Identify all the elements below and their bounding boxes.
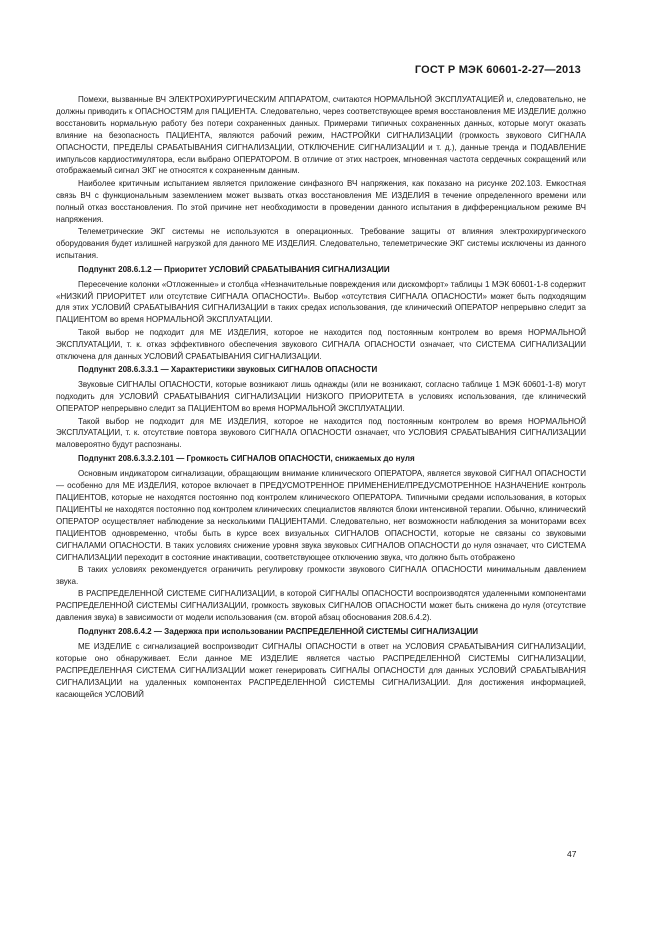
section-heading: Подпункт 208.6.1.2 — Приоритет УСЛОВИЙ СРАБАТЫВАНИЯ СИГНАЛИЗАЦИИ [78, 264, 390, 274]
paragraph: Такой выбор не подходит для МЕ ИЗДЕЛИЯ, которое не находится под постоянным контролем во время НОРМАЛЬНОЙ ЭКСПЛУАТАЦИИ, т. к. отсутствие повтора звукового СИГНАЛА ОПАСНОСТИ означает, что УСЛОВИЯ СРАБАТЫВАНИЯ СИГНАЛИЗАЦИИ маловероятно будут распознаны. [56, 416, 586, 450]
paragraph: Помехи, вызванные ВЧ ЭЛЕКТРОХИРУРГИЧЕСКИМ АППАРАТОМ, считаются НОРМАЛЬНОЙ ЭКСПЛУАТАЦИЕЙ и, следовательно, не должны приводить к ОПАСНОСТЯМ для ПАЦИЕНТА. Следовательно, через соответствующее время восстановления МЕ ИЗДЕЛИЕ должно восстановить нормальную работу без потери сохраненных данных. Примерами типичных сохраненных данных, которые могут оказать влияние на безопасность ПАЦИЕНТА, являются рабочий режим, НАСТРОЙКИ СИГНАЛИЗАЦИИ (громкость звукового СИГНАЛА ОПАСНОСТИ, ПРЕДЕЛЫ СРАБАТЫВАНИЯ СИГНАЛИЗАЦИИ, ОТКЛЮЧЕНИЕ СИГНАЛИЗАЦИИ и т. д.), данные тренда и ПОДАВЛЕНИЕ импульсов кардиостимулятора, если выбрано ОПЕРАТОРОМ. В отличие от этих настроек, мгновенная частота сердечных сокращений или отображаемый сигнал ЭКГ не относятся к сохраненным данным. [56, 95, 586, 176]
section-heading: Подпункт 208.6.4.2 — Задержка при использовании РАСПРЕДЕЛЕННОЙ СИСТЕМЫ СИГНАЛИЗАЦИИ [78, 626, 479, 636]
document-body [56, 94, 586, 701]
section-heading: Подпункт 208.6.3.3.2.101 — Громкость СИГНАЛОВ ОПАСНОСТИ, снижаемых до нуля [78, 454, 415, 464]
paragraph: В таких условиях рекомендуется ограничить регулировку громкости звукового СИГНАЛА ОПАСНОСТИ минимальным давлением звука. [56, 564, 586, 586]
section-heading: Подпункт 208.6.3.3.1 — Характеристики звуковых СИГНАЛОВ ОПАСНОСТИ [78, 365, 378, 375]
paragraph: Такой выбор не подходит для МЕ ИЗДЕЛИЯ, которое не находится под постоянным контролем во время НОРМАЛЬНОЙ ЭКСПЛУАТАЦИИ, т. к. отказ эффективного обеспечения звукового СИГНАЛА ОПАСНОСТИ означает, что СИСТЕМА СИГНАЛИЗАЦИИ отключена для данных УСЛОВИЙ СРАБАТЫВАНИЯ СИГНАЛИЗАЦИИ. [56, 327, 586, 361]
document-header: ГОСТ Р МЭК 60601-2-27—2013 [414, 64, 581, 76]
paragraph: Пересечение колонки «Отложенные» и столбца «Незначительные повреждения или дискомфорт» таблицы 1 МЭК 60601-1-8 содержит «НИЗКИЙ ПРИОРИТЕТ или отсутствие СИГНАЛА ОПАСНОСТИ». Выбор «отсутствия СИГНАЛА ОПАСНОСТИ» может быть подходящим для этих УСЛОВИЙ СРАБАТЫВАНИЯ СИГНАЛИЗАЦИИ в таких средах использования, где клинический ОПЕРАТОР непрерывно следит за ПАЦИЕНТОМ во время НОРМАЛЬНОЙ ЭКСПЛУАТАЦИИ. [56, 279, 586, 325]
paragraph: МЕ ИЗДЕЛИЕ с сигнализацией воспроизводит СИГНАЛЫ ОПАСНОСТИ в ответ на УСЛОВИЯ СРАБАТЫВАНИЯ СИГНАЛИЗАЦИИ, которые оно обнаруживает. Если данное МЕ ИЗДЕЛИЕ является частью РАСПРЕДЕЛЕННОЙ СИСТЕМЫ СИГНАЛИЗАЦИИ, РАСПРЕДЕЛЕННАЯ СИСТЕМА СИГНАЛИЗАЦИИ может генерировать СИГНАЛЫ ОПАСНОСТИ для данных УСЛОВИЙ СРАБАТЫВАНИЯ СИГНАЛИЗАЦИИ на удаленных компонентах РАСПРЕДЕЛЕННОЙ СИСТЕМЫ СИГНАЛИЗАЦИИ. Для достижения информацией, касающейся УСЛОВИЙ [56, 641, 586, 699]
paragraph: Наиболее критичным испытанием является приложение синфазного ВЧ напряжения, как показано на рисунке 202.103. Емкостная связь ВЧ с функциональным заземлением может вызвать отказ восстановления МЕ ИЗДЕЛИЯ в течение определенного времени или полный отказ восстановления. По этой причине нет необходимости в проведении данного испытания в дифференциальном режиме ВЧ напряжения. [56, 178, 586, 224]
paragraph: В РАСПРЕДЕЛЕННОЙ СИСТЕМЕ СИГНАЛИЗАЦИИ, в которой СИГНАЛЫ ОПАСНОСТИ воспроизводятся удаленными компонентами РАСПРЕДЕЛЕННОЙ СИСТЕМЫ СИГНАЛИЗАЦИИ, громкость звуковых СИГНАЛОВ ОПАСНОСТИ может быть снижена до нуля (отсутствие давления звука) в зависимости от модели использования (см. второй абзац обоснования 208.6.4.2). [56, 589, 586, 623]
page-number: 47 [567, 849, 577, 859]
paragraph: Звуковые СИГНАЛЫ ОПАСНОСТИ, которые возникают лишь однажды (или не возникают, согласно таблице 1 МЭК 60601-1-8) могут подходить для УСЛОВИЙ СРАБАТЫВАНИЯ СИГНАЛИЗАЦИИ НИЗКОГО ПРИОРИТЕТА в условиях использования, где клинический ОПЕРАТОР непрерывно следит за ПАЦИЕНТОМ во время НОРМАЛЬНОЙ ЭКСПЛУАТАЦИИ. [56, 380, 586, 414]
paragraph: Телеметрические ЭКГ системы не используются в операционных. Требование защиты от влияния электрохирургического оборудования будет излишней нагрузкой для данного МЕ ИЗДЕЛИЯ. Следовательно, телеметрические ЭКГ системы исключены из данного испытания. [56, 226, 586, 260]
paragraph: Основным индикатором сигнализации, обращающим внимание клинического ОПЕРАТОРА, является звуковой СИГНАЛ ОПАСНОСТИ — особенно для МЕ ИЗДЕЛИЯ, которое включает в ПРЕДУСМОТРЕННОЕ ПРИМЕНЕНИЕ/ПРЕДУСМОТРЕННОЕ НАЗНАЧЕНИЕ контроль ПАЦИЕНТОВ, которые не находятся постоянно под контролем клинического ОПЕРАТОРА. Типичными средами использования, в которых ПАЦИЕНТЫ не находятся постоянно под контролем клинических специалистов являются блоки интенсивной терапии. Обычно, клинический ОПЕРАТОР осуществляет наблюдение за несколькими ПАЦИЕНТАМИ. Следовательно, нет возможности наблюдения за мониторами всех ПАЦИЕНТОВ одновременно, чтобы быть в курсе всех визуальных СИГНАЛОВ ОПАСНОСТИ, которые не связаны со звуковыми СИГНАЛАМИ ОПАСНОСТИ. В таких условиях снижение уровня звука звуковых СИГНАЛОВ ОПАСНОСТИ до нуля означает, что СИСТЕМА СИГНАЛИЗАЦИИ переходит в состояние инактивации, соответствующее отключению звука, что должно быть отображено [56, 469, 586, 562]
